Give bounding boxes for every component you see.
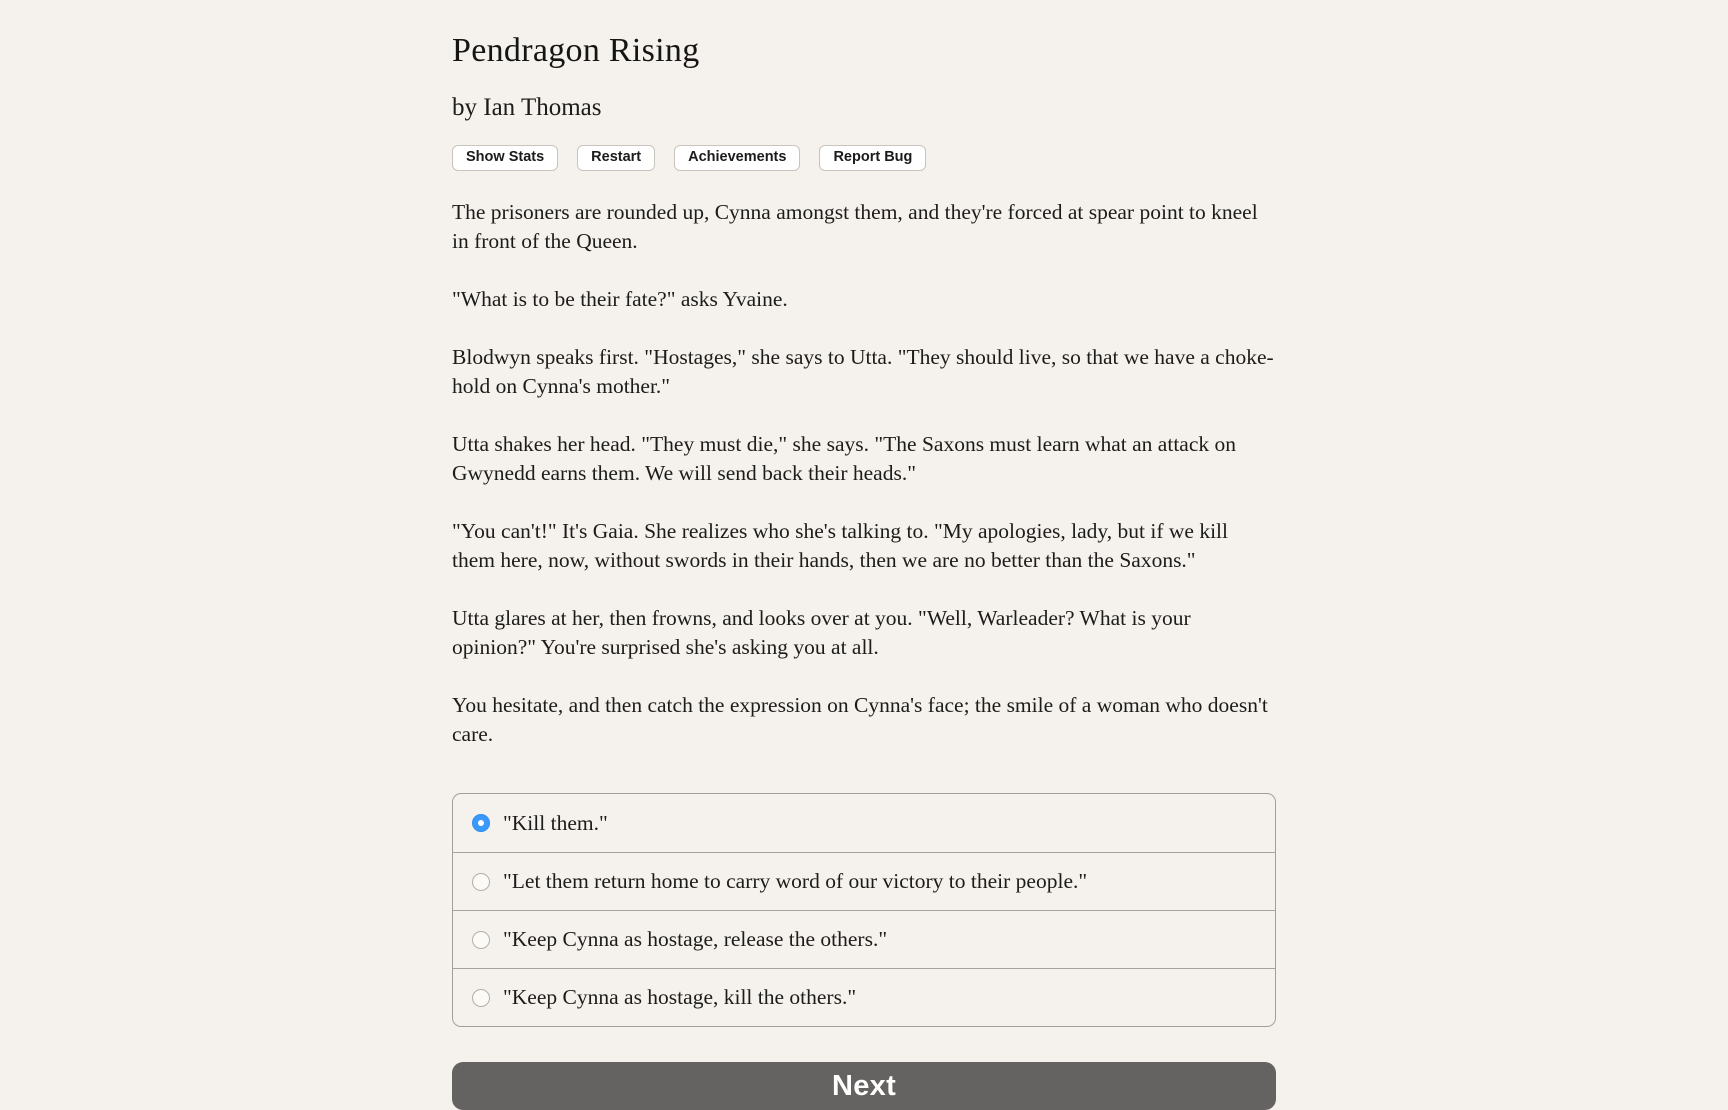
- toolbar-button-report-bug[interactable]: Report Bug: [819, 145, 926, 171]
- toolbar: [452, 145, 1276, 171]
- choice-label: "Keep Cynna as hostage, release the others.": [503, 927, 888, 952]
- choice-label: "Kill them.": [503, 810, 608, 835]
- choice-option[interactable]: [453, 852, 1275, 910]
- choice-option[interactable]: [453, 910, 1275, 968]
- choice-option[interactable]: [453, 794, 1275, 852]
- story-paragraph: Utta shakes her head. "They must die," she says. "The Saxons must learn what an attack on Gwynedd earns them. We will send back their heads.": [452, 432, 1237, 486]
- radio-unselected-icon[interactable]: [472, 989, 490, 1007]
- page-container: [452, 0, 1276, 1110]
- story-paragraph: Utta glares at her, then frowns, and looks over at you. "Well, Warleader? What is your opinion?" You're surprised she's asking you at all.: [452, 606, 1191, 660]
- story-text: [452, 198, 1276, 749]
- game-title: Pendragon Rising: [452, 32, 700, 69]
- choice-label: "Keep Cynna as hostage, kill the others.": [503, 985, 857, 1010]
- radio-unselected-icon[interactable]: [472, 873, 490, 891]
- game-author: by Ian Thomas: [452, 94, 602, 121]
- story-paragraph: You hesitate, and then catch the expression on Cynna's face; the smile of a woman who doesn't care.: [452, 693, 1268, 747]
- choice-option[interactable]: [453, 968, 1275, 1026]
- story-paragraph: Blodwyn speaks first. "Hostages," she says to Utta. "They should live, so that we have a choke-hold on Cynna's mother.": [452, 345, 1274, 399]
- toolbar-button-show-stats[interactable]: Show Stats: [452, 145, 558, 171]
- toolbar-button-restart[interactable]: Restart: [577, 145, 655, 171]
- next-button[interactable]: Next: [452, 1062, 1276, 1110]
- story-paragraph: "You can't!" It's Gaia. She realizes who she's talking to. "My apologies, lady, but if we kill them here, now, without swords in their hands, then we are no better than the Saxons.": [452, 519, 1228, 573]
- radio-selected-icon[interactable]: [472, 814, 490, 832]
- choices-box: [452, 793, 1276, 1027]
- radio-unselected-icon[interactable]: [472, 931, 490, 949]
- story-paragraph: "What is to be their fate?" asks Yvaine.: [452, 287, 788, 312]
- story-paragraph: The prisoners are rounded up, Cynna amongst them, and they're forced at spear point to kneel in front of the Queen.: [452, 200, 1258, 254]
- toolbar-button-achievements[interactable]: Achievements: [674, 145, 800, 171]
- choice-label: "Let them return home to carry word of our victory to their people.": [503, 869, 1088, 894]
